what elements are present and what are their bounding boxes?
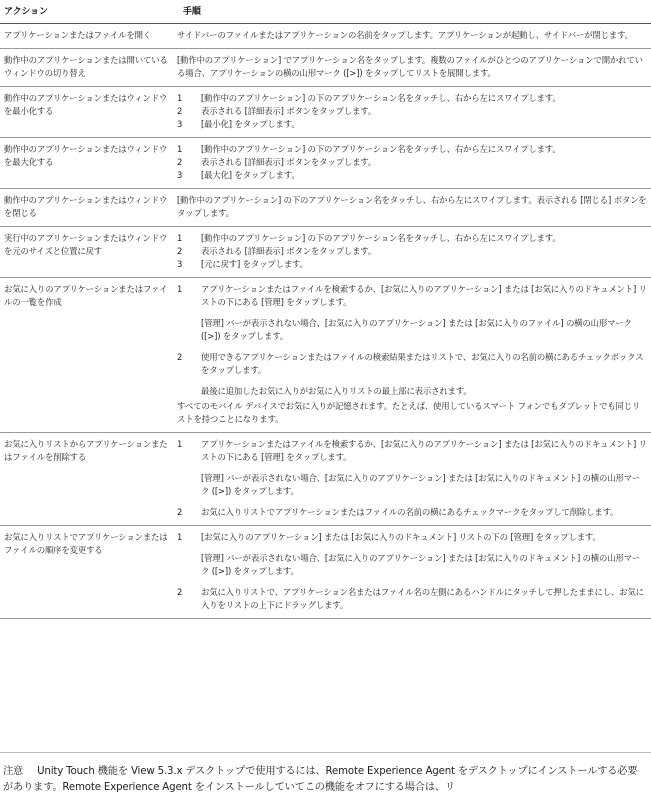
- step-text: [動作中のアプリケーション] の下のアプリケーション名をタッチし、右から左にスワイプします。: [201, 233, 561, 243]
- table-row: [0, 49, 651, 87]
- step-number: 2: [177, 587, 183, 597]
- procedure-cell: [173, 278, 651, 433]
- action-cell: 動作中のアプリケーションまたはウィンドウを閉じる: [0, 189, 173, 227]
- step-text: [管理] バーが表示されない場合、[お気に入りのアプリケーション] または [お気に入りのドキュメント] の横の山形マーク ([>]) をタップします。: [201, 473, 641, 496]
- procedure-step: [177, 506, 647, 519]
- procedure-step: [177, 385, 647, 398]
- step-text: [管理] バーが表示されない場合、[お気に入りのアプリケーション] または [お気に入りのファイル] の横の山形マーク ([>]) をタップします。: [201, 318, 632, 341]
- procedure-step: [177, 552, 647, 578]
- step-text: 使用できるアプリケーションまたはファイルの検索結果またはリストで、お気に入りの名前の横にあるチェックボックスをタップします。: [201, 352, 644, 375]
- procedure-text: [動作中のアプリケーション] でアプリケーション名をタップします。複数のファイルがひとつのアプリケーションで開かれている場合、アプリケーションの横の山形マーク ([>]) をタップしてリストを展開します。: [177, 55, 643, 78]
- step-text: お気に入りリストで、アプリケーション名またはファイル名の左側にあるハンドルにタッチして押したままにし、お気に入りをリストの上下にドラッグします。: [201, 587, 644, 610]
- step-text: [お気に入りのアプリケーション] または [お気に入りのドキュメント] リストの下の [管理] をタップします。: [201, 532, 601, 542]
- step-number: 2: [177, 352, 183, 362]
- procedure-step: [177, 118, 647, 131]
- procedure-step: [177, 232, 647, 245]
- table-row: [0, 189, 651, 227]
- procedure-step: [177, 143, 647, 156]
- procedure-step: [177, 531, 647, 544]
- action-cell: お気に入りリストからアプリケーションまたはファイルを削除する: [0, 433, 173, 526]
- action-cell: お気に入りのアプリケーションまたはファイルの一覧を作成: [0, 278, 173, 433]
- step-text: アプリケーションまたはファイルを検索するか、[お気に入りのアプリケーション] または [お気に入りのドキュメント] リストの下にある [管理] をタップします。: [201, 284, 647, 307]
- step-text: アプリケーションまたはファイルを検索するか、[お気に入りのアプリケーション] または [お気に入りのドキュメント] リストの下にある [管理] をタップします。: [201, 439, 647, 462]
- column-header-procedure: 手順: [173, 6, 651, 24]
- step-number: 1: [177, 439, 183, 449]
- note-text: Unity Touch 機能を View 5.3.x デスクトップで使用するには、Remote Experience Agent をデスクトップにインストールする必要があります。Remote Experience Agent をインストールしていてこの機能をオフにする場合は、リ: [3, 766, 638, 793]
- action-cell: 動作中のアプリケーションまたはウィンドウを最大化する: [0, 138, 173, 189]
- table-row: [0, 138, 651, 189]
- step-number: 1: [177, 93, 183, 103]
- step-text: [動作中のアプリケーション] の下のアプリケーション名をタッチし、右から左にスワイプします。: [201, 144, 561, 154]
- step-number: 3: [177, 259, 183, 269]
- step-text: [最大化] をタップします。: [201, 170, 300, 180]
- column-header-action: アクション: [0, 6, 173, 24]
- step-number: [177, 385, 201, 398]
- step-text: 最後に追加したお気に入りがお気に入りリストの最上部に表示されます。: [201, 386, 472, 396]
- step-text: お気に入りリストでアプリケーションまたはファイルの名前の横にあるチェックマークをタップして削除します。: [201, 507, 619, 517]
- table-row: [0, 24, 651, 49]
- step-number: [177, 552, 201, 578]
- procedure-step: [177, 105, 647, 118]
- procedure-step: [177, 156, 647, 169]
- step-number: 3: [177, 170, 183, 180]
- step-number: [177, 317, 201, 343]
- procedure-followup-text: すべてのモバイル デバイスでお気に入りが記憶されます。たとえば、使用しているスマート フォンでもタブレットでも同じリストを持つことになります。: [177, 401, 641, 424]
- step-number: 1: [177, 144, 183, 154]
- action-cell: 実行中のアプリケーションまたはウィンドウを元のサイズと位置に戻す: [0, 227, 173, 278]
- action-cell: アプリケーションまたはファイルを開く: [0, 24, 173, 49]
- procedure-text: [動作中のアプリケーション] の下のアプリケーション名をタッチし、右から左にスワイプします。表示される [閉じる] ボタンをタップします。: [177, 195, 647, 218]
- step-text: [元に戻す] をタップします。: [201, 259, 308, 269]
- table-row: [0, 526, 651, 619]
- table-row: [0, 433, 651, 526]
- procedure-cell: [173, 138, 651, 189]
- step-number: 2: [177, 507, 183, 517]
- action-cell: 動作中のアプリケーションまたは開いているウィンドウの切り替え: [0, 49, 173, 87]
- procedure-cell: [173, 433, 651, 526]
- procedure-step: [177, 169, 647, 182]
- step-number: 2: [177, 106, 183, 116]
- step-number: 3: [177, 119, 183, 129]
- table-row: [0, 278, 651, 433]
- procedure-cell: [173, 49, 651, 87]
- note-label: 注意: [3, 766, 24, 777]
- procedure-step: [177, 472, 647, 498]
- procedure-step: [177, 92, 647, 105]
- procedure-cell: [173, 24, 651, 49]
- procedure-step: [177, 317, 647, 343]
- action-cell: 動作中のアプリケーションまたはウィンドウを最小化する: [0, 87, 173, 138]
- procedure-table: [0, 6, 651, 619]
- step-text: 表示される [詳細表示] ボタンをタップします。: [201, 246, 377, 256]
- step-number: 1: [177, 284, 183, 294]
- note-block: [3, 764, 643, 795]
- procedure-cell: [173, 189, 651, 227]
- action-cell: お気に入りリストでアプリケーションまたはファイルの順序を変更する: [0, 526, 173, 619]
- procedure-step: [177, 258, 647, 271]
- table-header-row: [0, 6, 651, 24]
- procedure-text: サイドバーのファイルまたはアプリケーションの名前をタップします。アプリケーションが起動し、サイドバーが閉じます。: [177, 30, 633, 40]
- step-number: 1: [177, 233, 183, 243]
- step-text: [動作中のアプリケーション] の下のアプリケーション名をタッチし、右から左にスワイプします。: [201, 93, 561, 103]
- table-body: [0, 24, 651, 619]
- procedure-step: [177, 351, 647, 377]
- step-text: [管理] バーが表示されない場合、[お気に入りのアプリケーション] または [お気に入りのドキュメント] の横の山形マーク ([>]) をタップします。: [201, 553, 641, 576]
- procedure-cell: [173, 227, 651, 278]
- step-text: [最小化] をタップします。: [201, 119, 300, 129]
- step-text: 表示される [詳細表示] ボタンをタップします。: [201, 157, 377, 167]
- procedure-cell: [173, 526, 651, 619]
- step-number: 1: [177, 532, 183, 542]
- table-row: [0, 227, 651, 278]
- step-number: [177, 472, 201, 498]
- procedure-cell: [173, 87, 651, 138]
- procedure-step: [177, 245, 647, 258]
- procedure-step: [177, 438, 647, 464]
- procedure-step: [177, 283, 647, 309]
- note-divider: [0, 752, 651, 753]
- procedure-step: [177, 586, 647, 612]
- step-number: 2: [177, 246, 183, 256]
- step-text: 表示される [詳細表示] ボタンをタップします。: [201, 106, 377, 116]
- table-row: [0, 87, 651, 138]
- step-number: 2: [177, 157, 183, 167]
